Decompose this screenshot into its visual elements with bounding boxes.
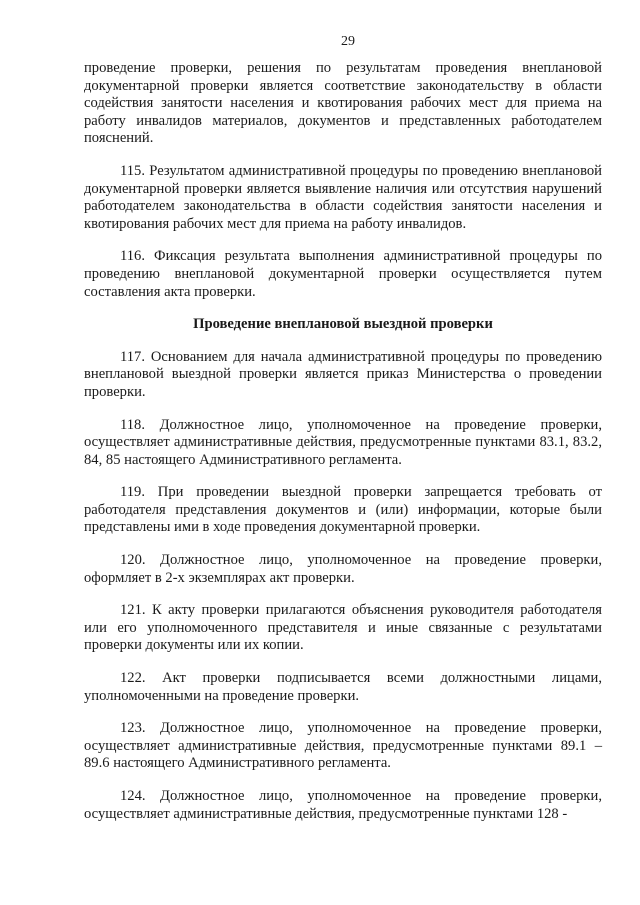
paragraph-118: 118. Должностное лицо, уполномоченное на проведение проверки, осуществляет административные действия, предусмотренные пунктами 83.1, 83.2, 84, 85 настоящего Административного регламента. [84, 416, 602, 468]
paragraph-122: 122. Акт проверки подписывается всеми должностными лицами, уполномоченными на проведение проверки. [84, 670, 602, 704]
paragraph-gap [84, 148, 602, 163]
paragraph-gap [84, 334, 602, 349]
paragraph-gap [84, 655, 602, 670]
paragraph-117: 117. Основанием для начала административной процедуры по проведению внеплановой выездной проверки является приказ Министерства о проведении проверки. [84, 348, 602, 400]
paragraph-123: 123. Должностное лицо, уполномоченное на проведение проверки, осуществляет административные действия, предусмотренные пунктами 89.1 – 89.6 настоящего Административного регламента. [84, 720, 602, 772]
paragraph-gap [84, 587, 602, 602]
paragraph-continuation: проведение проверки, решения по результатам проведения внеплановой документарной проверки является соответствие законодательству в области содействия занятости населения и квотирования рабочих мест для приема на работу инвалидов материалов, документов и представленных работодателем пояснений. [84, 60, 602, 147]
paragraph-121: 121. К акту проверки прилагаются объяснения руководителя работодателя или его уполномоченного представителя и иные связанные с результатами проверки документы или их копии. [84, 602, 602, 654]
paragraph-gap [84, 469, 602, 484]
paragraph-115: 115. Результатом административной процедуры по проведению внеплановой документарной проверки является выявление наличия или отсутствия нарушений работодателем законодательства в области содействия занятости населения и квотирования рабочих мест для приема на работу инвалидов. [84, 162, 602, 232]
paragraph-gap [84, 773, 602, 788]
section-heading: Проведение внеплановой выездной проверки [193, 316, 493, 333]
paragraph-gap [84, 233, 602, 248]
paragraph-gap [84, 705, 602, 720]
paragraph-gap [84, 402, 602, 417]
paragraph-120: 120. Должностное лицо, уполномоченное на проведение проверки, оформляет в 2-х экземплярах акт проверки. [84, 552, 602, 586]
paragraph-116: 116. Фиксация результата выполнения административной процедуры по проведению внеплановой документарной проверки осуществляется путем составления акта проверки. [84, 248, 602, 300]
page-number: 29 [341, 34, 355, 49]
paragraph-124: 124. Должностное лицо, уполномоченное на проведение проверки, осуществляет административные действия, предусмотренные пунктами 128 - [84, 788, 602, 822]
paragraph-gap [84, 537, 602, 552]
paragraph-119: 119. При проведении выездной проверки запрещается требовать от работодателя представления документов и (или) информации, которые были представлены ими в ходе проведения документарной проверки. [84, 484, 602, 536]
paragraph-gap [84, 301, 602, 316]
